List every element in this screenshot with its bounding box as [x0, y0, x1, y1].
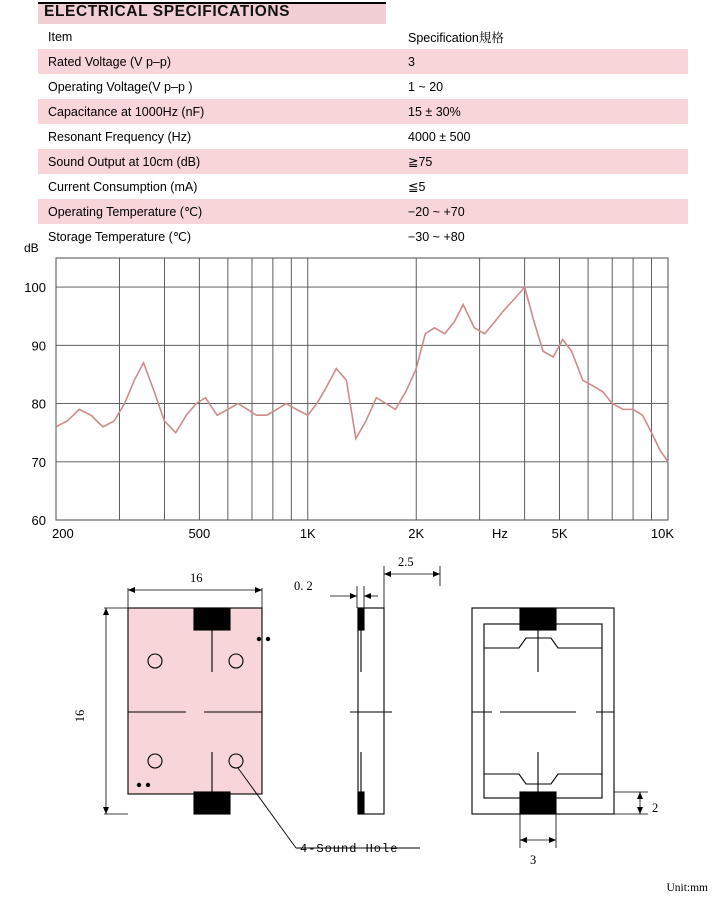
page-title: ELECTRICAL SPECIFICATIONS	[44, 3, 291, 20]
table-cell-item: Operating Voltage(V p–p )	[38, 74, 398, 99]
pad-top	[194, 608, 230, 630]
table-cell-spec: −30 ~ +80	[398, 224, 688, 249]
pad-bottom	[194, 792, 230, 814]
table-row	[38, 124, 688, 149]
table-cell-item: Current Consumption (mA)	[38, 174, 398, 199]
drawing-svg	[0, 552, 726, 900]
chart-xtick: 200	[52, 526, 74, 541]
dim-pad-width-bottom: 3	[530, 853, 537, 867]
chart-ytick: 60	[31, 513, 46, 528]
table-cell-item: Capacitance at 1000Hz (nF)	[38, 99, 398, 124]
chart-ytick: 100	[24, 280, 46, 296]
table-cell-spec: −20 ~ +70	[398, 199, 688, 224]
dim-left-height: 16	[73, 709, 87, 723]
chart-xtick-labels	[52, 526, 674, 541]
chart-ytick-labels	[24, 280, 46, 528]
chart-xtick: 5K	[551, 526, 568, 541]
table-row	[38, 174, 688, 199]
table-cell-item: Sound Output at 10cm (dB)	[38, 149, 398, 174]
table-row	[38, 199, 688, 224]
table-cell-item: Rated Voltage (V p–p)	[38, 49, 398, 74]
chart-svg	[0, 238, 726, 558]
table-cell-spec: ≦5	[398, 174, 688, 199]
callout-sound-hole: 4-Sound Hole	[300, 842, 399, 856]
table-cell-spec: 3	[398, 49, 688, 74]
dim-plate-thickness: 0. 2	[294, 579, 313, 593]
table-row	[38, 149, 688, 174]
table-cell-spec: 4000 ± 500	[398, 124, 688, 149]
dim-thickness: 2.5	[398, 555, 414, 569]
chart-xtick: 1K	[299, 526, 316, 541]
electrical-specifications-table	[38, 24, 688, 249]
frequency-response-chart	[0, 238, 726, 558]
table-row	[38, 49, 688, 74]
table-cell-item: Item	[38, 24, 398, 49]
table-cell-spec: 15 ± 30%	[398, 99, 688, 124]
table-row	[38, 74, 688, 99]
chart-xtick: 10K	[650, 526, 674, 541]
chart-plot-area	[56, 258, 668, 520]
mechanical-drawing	[0, 552, 726, 900]
chart-ytick: 90	[31, 338, 46, 354]
chart-xtick: 2K	[408, 526, 425, 541]
table-cell-item: Operating Temperature (℃)	[38, 199, 398, 224]
dim-pad-offset: 2	[652, 801, 659, 815]
table-cell-item: Resonant Frequency (Hz)	[38, 124, 398, 149]
table-row	[38, 24, 688, 49]
dim-top-width: 16	[190, 571, 203, 585]
table-cell-spec: Specification規格	[398, 24, 688, 49]
chart-ytick: 80	[31, 396, 46, 412]
table-cell-spec: ≧75	[398, 149, 688, 174]
chart-xtick: 500	[188, 526, 211, 541]
chart-ylabel: dB	[24, 241, 39, 255]
unit-note: Unit:mm	[666, 882, 708, 894]
chart-xlabel: Hz	[492, 526, 508, 541]
table-row	[38, 99, 688, 124]
table-cell-item: Storage Temperature (℃)	[38, 224, 398, 249]
table-cell-spec: 1 ~ 20	[398, 74, 688, 99]
chart-ytick: 70	[31, 454, 46, 470]
